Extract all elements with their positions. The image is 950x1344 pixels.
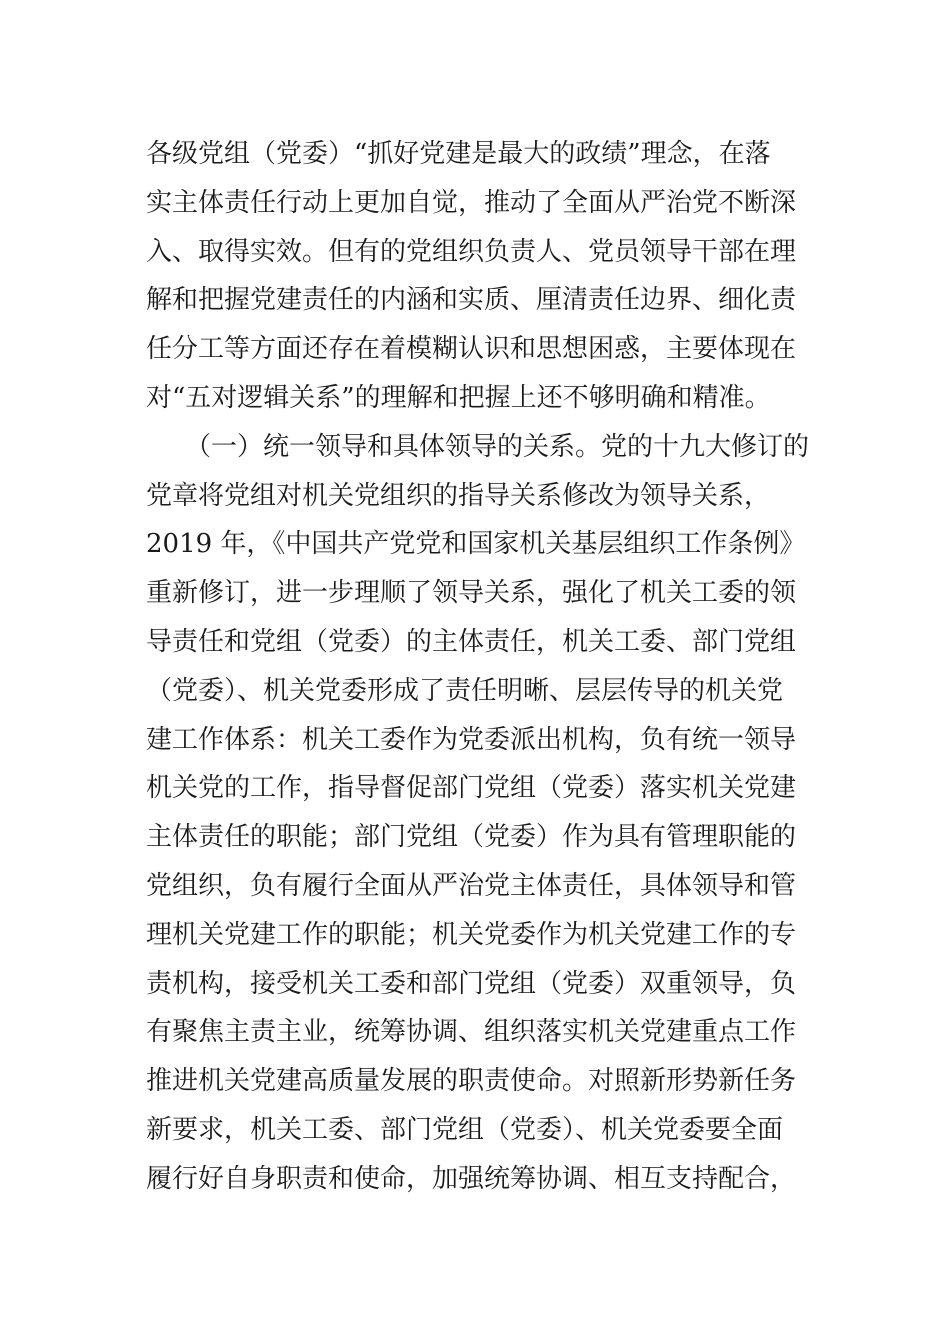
text-line: （党委）、机关党委形成了责任明晰、层层传导的机关党 xyxy=(146,675,784,706)
text-line: 入、取得实效。但有的党组织负责人、党员领导干部在理 xyxy=(146,236,797,267)
text-line: 实主体责任行动上更加自觉，推动了全面从严治党不断深 xyxy=(146,187,797,218)
text-line: 责机构，接受机关工委和部门党组（党委）双重领导，负 xyxy=(146,968,797,999)
text-line: 党章将党组对机关党组织的指导关系修改为领导关系， xyxy=(146,480,771,511)
text-line: 主体责任的职能；部门党组（党委）作为具有管理职能的 xyxy=(146,822,797,853)
text-line: 有聚焦主责主业，统筹协调、组织落实机关党建重点工作 xyxy=(146,1017,797,1048)
text-line: 2019 年，《中国共产党党和国家机关基层组织工作条例》 xyxy=(146,529,806,560)
text-line: 理机关党建工作的职能；机关党委作为机关党建工作的专 xyxy=(146,919,797,950)
text-line: 机关党的工作，指导督促部门党组（党委）落实机关党建 xyxy=(146,773,797,804)
text-line: 解和把握党建责任的内涵和实质、厘清责任边界、细化责 xyxy=(146,285,797,316)
text-line: 重新修订，进一步理顺了领导关系，强化了机关工委的领 xyxy=(146,578,797,609)
body-text xyxy=(146,130,816,1204)
text-line: 履行好自身职责和使命，加强统筹协调、相互支持配合， xyxy=(146,1163,797,1194)
text-line: 党组织，负有履行全面从严治党主体责任，具体领导和管 xyxy=(146,870,797,901)
text-line: 建工作体系：机关工委作为党委派出机构，负有统一领导 xyxy=(146,724,797,755)
text-line: 对“五对逻辑关系”的理解和把握上还不够明确和精准。 xyxy=(146,382,771,413)
text-line: 新要求，机关工委、部门党组（党委）、机关党委要全面 xyxy=(146,1114,784,1145)
text-line: 推进机关党建高质量发展的职责使命。对照新形势新任务 xyxy=(146,1066,797,1097)
text-line: 各级党组（党委）“抓好党建是最大的政绩”理念，在落 xyxy=(146,139,771,169)
text-line: 导责任和党组（党委）的主体责任，机关工委、部门党组 xyxy=(146,626,797,657)
text-line: （一）统一领导和具体领导的关系。党的十九大修订的 xyxy=(146,431,810,462)
text-line: 任分工等方面还存在着模糊认识和思想困惑，主要体现在 xyxy=(146,334,797,365)
